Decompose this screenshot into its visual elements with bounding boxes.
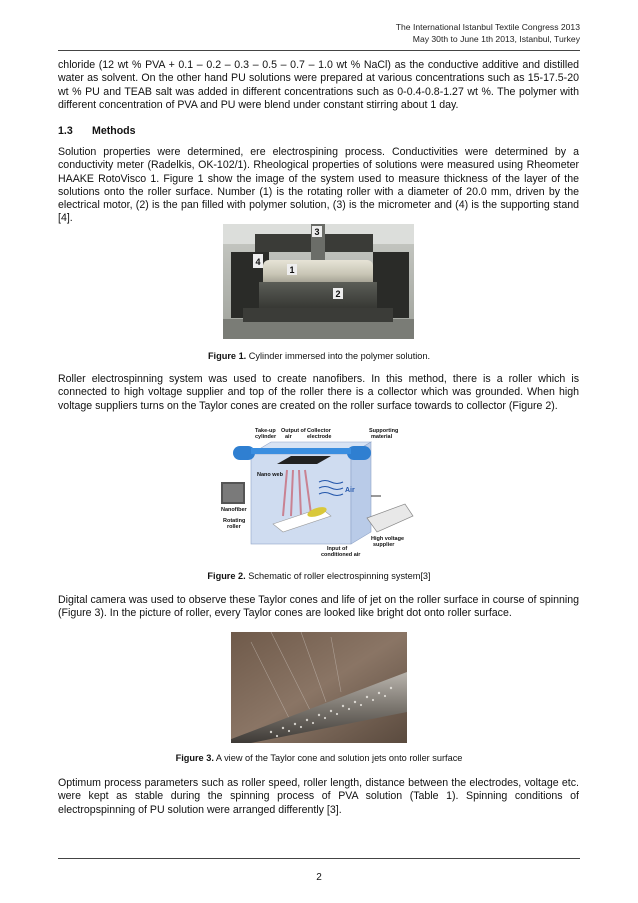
figure1-illustration bbox=[223, 224, 414, 339]
label-output-air-2: air bbox=[285, 434, 292, 440]
figure1-caption-label: Figure 1. bbox=[207, 351, 247, 361]
section-title: Methods bbox=[92, 125, 136, 137]
figure1-label-4: 4 bbox=[255, 257, 261, 267]
figure1-label-3: 3 bbox=[314, 227, 320, 237]
label-nano-web: Nano web bbox=[257, 472, 283, 478]
figure3-caption-label: Figure 3. bbox=[175, 753, 214, 763]
label-output-air-1: Output of bbox=[281, 428, 306, 434]
figure2-schematic bbox=[221, 424, 416, 560]
label-input-air-2: conditioned air bbox=[321, 552, 361, 558]
label-supporting-material-2: material bbox=[371, 434, 393, 440]
figure2-caption-text: Schematic of roller electrospinning system[3] bbox=[245, 571, 431, 581]
paragraph-roller-system: Roller electrospinning system was used to create nanofibers. In this method, there is a roller which is connected to high voltage supplier and top of the roller there is a collector which was grounded. When high voltage suppliers turns on the Taylor cones are created on the roller surface towards to collector (Figure 2). bbox=[58, 373, 579, 412]
paragraph-methods: Solution properties were determined, ere electrospining process. Conductivities were determined by a conductivity meter (Radelkis, OK-102/1). Rheological properties of solutions were measured using Rheometer HAAKE RotoVisco 1. Figure 1 show the image of the system used to measure thickness of the layer of the solutions onto the roller surface. Number (1) is the rotating roller with a diameter of 20.0 mm, driven by the electrical motor, (2) is the pan filled with polymer solution, (3) is the micrometer and (4) is the supporting stand [4]. bbox=[58, 146, 579, 225]
figure2-caption-label: Figure 2. bbox=[207, 571, 246, 581]
figure2-caption bbox=[0, 571, 638, 581]
figure3-caption-text: A view of the Taylor cone and solution jets onto roller surface bbox=[213, 753, 463, 763]
paragraph-parameters: Optimum process parameters such as roller speed, roller length, distance between the electrodes, voltage etc. were kept as stable during the spinning process of PVA solution (Table 1). Spinning conditions of electropspinning of PU solution were arranged differently [3]. bbox=[58, 777, 579, 816]
header-rule bbox=[58, 50, 580, 51]
label-takeup-cylinder-2: cylinder bbox=[255, 434, 277, 440]
label-takeup-cylinder-1: Take-up bbox=[255, 428, 276, 434]
label-high-voltage-2: supplier bbox=[373, 542, 395, 548]
paragraph-materials: chloride (12 wt % PVA + 0.1 – 0.2 – 0.3 – 0.5 – 0.7 – 1.0 wt % NaCl) as the conductive additive and distilled water as solvent. On the other hand PU solutions were prepared at various concentrations such as 15-17.5-20 wt % PU and TEAB salt was added in different concentrations such as 0-0.4-0.8-1.27 wt %. The polymer with different concentration of PVA and PU were blend under constant stirring about 1 day. bbox=[58, 59, 579, 111]
label-air: Air bbox=[345, 487, 355, 494]
figure3-illustration bbox=[231, 632, 407, 743]
figure1-caption bbox=[0, 351, 638, 361]
header-conference: The International Istanbul Textile Congress 2013 bbox=[395, 22, 580, 32]
figure2-illustration bbox=[221, 424, 416, 560]
label-rotating-roller-2: roller bbox=[227, 524, 241, 530]
figure1-caption-text: Cylinder immersed into the polymer solution. bbox=[246, 351, 431, 361]
label-collector-electrode-2: electrode bbox=[307, 434, 332, 440]
page-number: 2 bbox=[316, 872, 322, 883]
figure1-label-1: 1 bbox=[289, 265, 295, 275]
label-supporting-material-1: Supporting bbox=[369, 428, 399, 434]
paragraph-camera: Digital camera was used to observe these Taylor cones and life of jet on the roller surface in course of spinning (Figure 3). In the picture of roller, every Taylor cones are looked like bright dot onto roller surface. bbox=[58, 594, 579, 620]
label-collector-electrode-1: Collector bbox=[307, 428, 331, 434]
figure3-photo bbox=[231, 632, 407, 743]
label-input-air-1: Input of bbox=[327, 546, 348, 552]
label-nanofiber: Nanofiber bbox=[221, 507, 247, 513]
footer-rule bbox=[58, 858, 580, 859]
label-rotating-roller-1: Rotating bbox=[223, 518, 246, 524]
section-heading bbox=[58, 125, 136, 137]
figure3-caption bbox=[0, 753, 638, 763]
page-header bbox=[396, 22, 580, 45]
figure1-label-2: 2 bbox=[335, 289, 341, 299]
label-high-voltage-1: High voltage bbox=[371, 536, 405, 542]
header-dates: May 30th to June 1th 2013, Istanbul, Turkey bbox=[412, 33, 580, 44]
section-number: 1.3 bbox=[58, 125, 73, 137]
figure1-photo bbox=[223, 224, 414, 339]
